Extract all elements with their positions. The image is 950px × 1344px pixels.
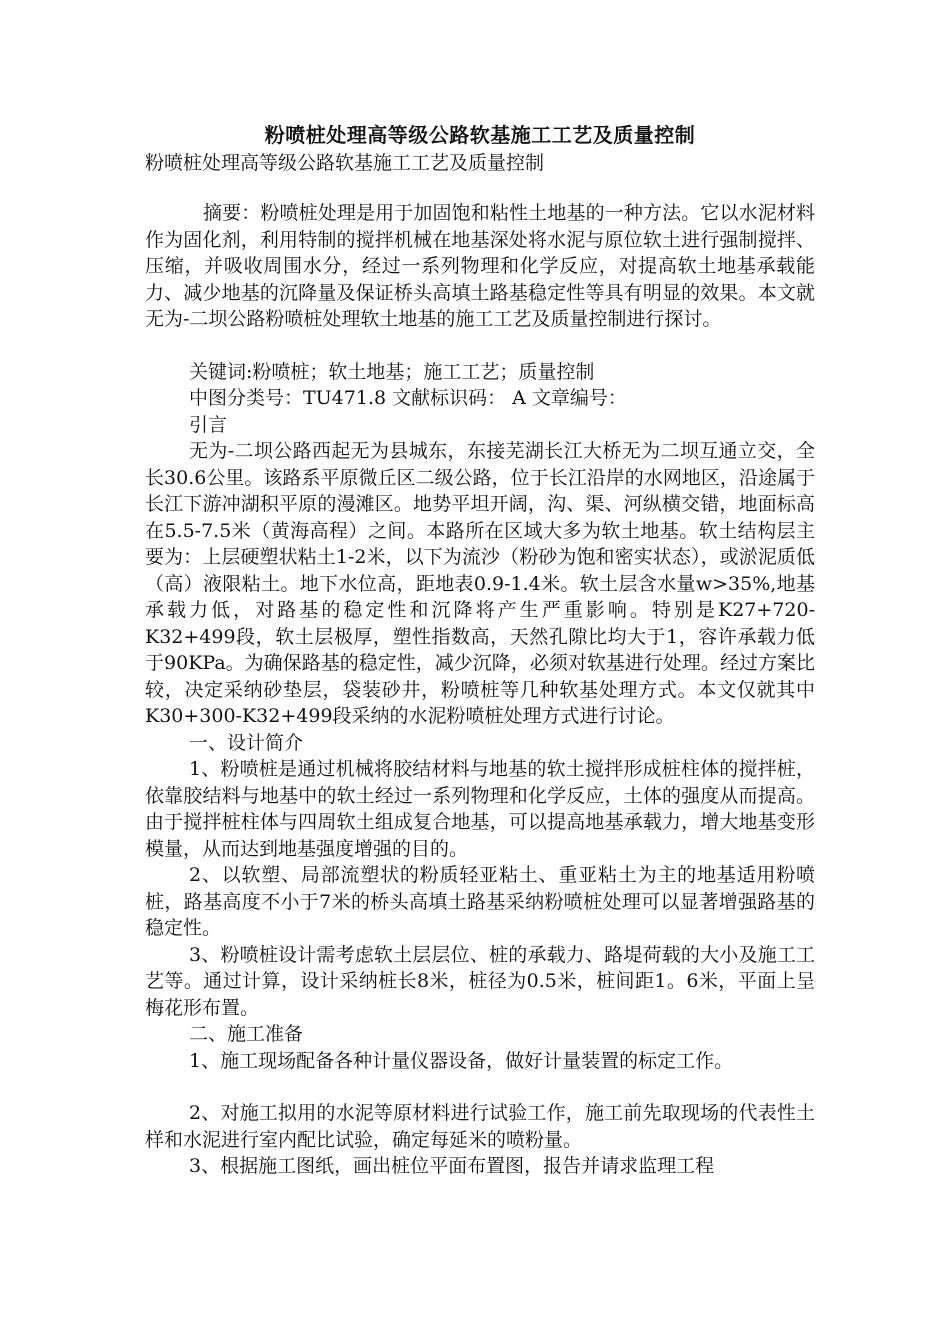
- classification-line: 中图分类号：TU471.8 文献标识码： A 文章编号：: [189, 387, 627, 409]
- section2-item-2: 2、对施工拟用的水泥等原材料进行试验工作，施工前先取现场的代表性土样和水泥进行室内配比试验，确定每延米的喷粉量。: [145, 1102, 815, 1151]
- section1-item-2: 2、以软塑、局部流塑状的粉质轻亚粘土、重亚粘土为主的地基适用粉喷桩，路基高度不小于7米的桥头高填土路基采纳粉喷桩处理可以显著增强路基的稳定性。: [145, 864, 815, 939]
- document-subtitle: 粉喷桩处理高等级公路软基施工工艺及质量控制: [145, 152, 545, 174]
- section1-item-1: 1、粉喷桩是通过机械将胶结材料与地基的软土搅拌形成桩柱体的搅拌桩，依靠胶结料与地基中的软土经过一系列物理和化学反应，土体的强度从而提高。由于搅拌桩柱体与四周软土组成复合地基，可以提高地基承载力，增大地基变形模量，从而达到地基强度增强的目的。: [145, 758, 815, 860]
- section2-item-3: 3、根据施工图纸，画出桩位平面布置图，报告并请求监理工程: [189, 1155, 715, 1177]
- document-title: 粉喷桩处理高等级公路软基施工工艺及质量控制: [264, 123, 696, 147]
- intro-paragraph: 无为-二坝公路西起无为县城东，东接芜湖长江大桥无为二坝互通立交，全长30.6公里。该路系平原微丘区二级公路，位于长江沿岸的水网地区，沿途属于长江下游冲湖积平原的漫滩区。地势平坦开阔，沟、渠、河纵横交错，地面标高在5.5-7.5米（黄海高程）之间。本路所在区域大多为软土地基。软土结构层主要为：上层硬塑状粘土1-2米，以下为流沙（粉砂为饱和密实状态），或淤泥质低（高）液限粘土。地下水位高，距地表0.9-1.4米。软土层含水量w>35%,地基承载力低，对路基的稳定性和沉降将产生严重影响。特别是K27+720-K32+499段，软土层极厚，塑性指数高，天然孔隙比均大于1，容许承载力低于90KPa。为确保路基的稳定性，减少沉降，必须对软基进行处理。经过方案比较，决定采纳砂垫层，袋装砂井，粉喷桩等几种软基处理方式。本文仅就其中K30+300-K32+499段采纳的水泥粉喷桩处理方式进行讨论。: [145, 440, 815, 727]
- intro-heading: 引言: [189, 413, 228, 436]
- section2-heading: 二、施工准备: [189, 1023, 304, 1045]
- section2-item-1: 1、施工现场配备各种计量仪器设备，做好计量装置的标定工作。: [189, 1049, 734, 1072]
- document-page: [145, 120, 815, 1180]
- abstract-paragraph: 摘要：粉喷桩处理是用于加固饱和粘性土地基的一种方法。它以水泥材料作为固化剂，利用特制的搅拌机械在地基深处将水泥与原位软土进行强制搅拌、压缩，并吸收周围水分，经过一系列物理和化学反应，对提高软土地基承载能力、减少地基的沉降量及保证桥头高填土路基稳定性等具有明显的效果。本文就无为-二坝公路粉喷桩处理软土地基的施工工艺及质量控制进行探讨。: [145, 202, 815, 330]
- section1-item-3: 3、粉喷桩设计需考虑软土层层位、桩的承载力、路堤荷载的大小及施工工艺等。通过计算，设计采纳桩长8米，桩径为0.5米，桩间距1。6米，平面上呈梅花形布置。: [145, 943, 815, 1019]
- section1-heading: 一、设计简介: [189, 731, 304, 754]
- keywords-line: 关键词:粉喷桩；软土地基；施工工艺；质量控制: [189, 360, 595, 383]
